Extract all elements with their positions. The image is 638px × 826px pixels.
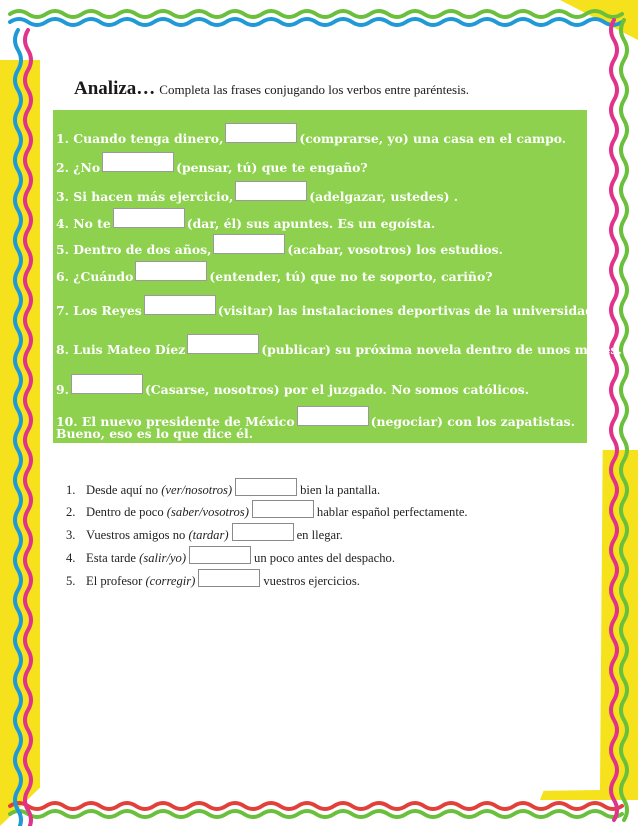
answer-box[interactable] [189,546,251,564]
green-exercise-line: 3. Si hacen más ejercicio, (adelgazar, ustedes) . [56,181,458,204]
bottom-wave-green [10,811,622,817]
green-exercise-line: 5. Dentro de dos años, (acabar, vosotros) los estudios. [56,234,503,257]
answer-box[interactable] [198,569,260,587]
green-exercise-line: 10. El nuevo presidente de México (negociar) con los zapatistas. [56,406,575,429]
green-exercise-line: 8. Luis Mateo Díez (publicar) su próxima novela dentro de unos meses. [56,334,622,357]
green-exercise-line: 9. (Casarse, nosotros) por el juzgado. No somos católicos. [56,374,529,397]
numbered-exercise: 2. Dentro de poco (saber/vosotros) hablar español perfectamente. [66,500,468,520]
top-wave-green [10,11,622,17]
answer-box[interactable] [113,208,185,228]
numbered-exercise: 4. Esta tarde (salir/yo) un poco antes del despacho. [66,546,395,566]
answer-box[interactable] [71,374,143,394]
answer-box[interactable] [213,234,285,254]
answer-box[interactable] [187,334,259,354]
right-wave-pink [611,20,617,820]
right-wave-green [621,20,627,820]
answer-box[interactable] [235,478,297,496]
answer-box[interactable] [297,406,369,426]
green-exercise-line: 2. ¿No (pensar, tú) que te engaño? [56,152,368,175]
heading-title: Analiza… [74,78,156,99]
green-exercise-line: 4. No te (dar, él) sus apuntes. Es un egoísta. [56,208,435,231]
answer-box[interactable] [232,523,294,541]
green-exercise-panel [53,110,622,443]
answer-box[interactable] [102,152,174,172]
answer-box[interactable] [135,261,207,281]
answer-box[interactable] [144,295,216,315]
green-exercise-line-continuation: Bueno, eso es lo que dice él. [56,426,254,441]
bottom-wave-red [10,803,622,809]
green-exercise-line: 6. ¿Cuándo (entender, tú) que no te soporto, cariño? [56,261,492,284]
answer-box[interactable] [225,123,297,143]
exercise-heading [74,78,469,100]
green-exercise-line: 1. Cuando tenga dinero, (comprarse, yo) una casa en el campo. [56,123,566,146]
answer-box[interactable] [235,181,307,201]
numbered-exercise: 1. Desde aquí no (ver/nosotros) bien la pantalla. [66,478,380,498]
numbered-exercise: 5. El profesor (corregir) vuestros ejercicios. [66,569,360,589]
heading-instruction: Completa las frases conjugando los verbos entre paréntesis. [159,82,470,97]
top-wave-blue [10,19,622,25]
green-exercise-line: 7. Los Reyes (visitar) las instalaciones deportivas de la universidad. [56,295,598,318]
numbered-exercise: 3. Vuestros amigos no (tardar) en llegar. [66,523,343,543]
answer-box[interactable] [252,500,314,518]
